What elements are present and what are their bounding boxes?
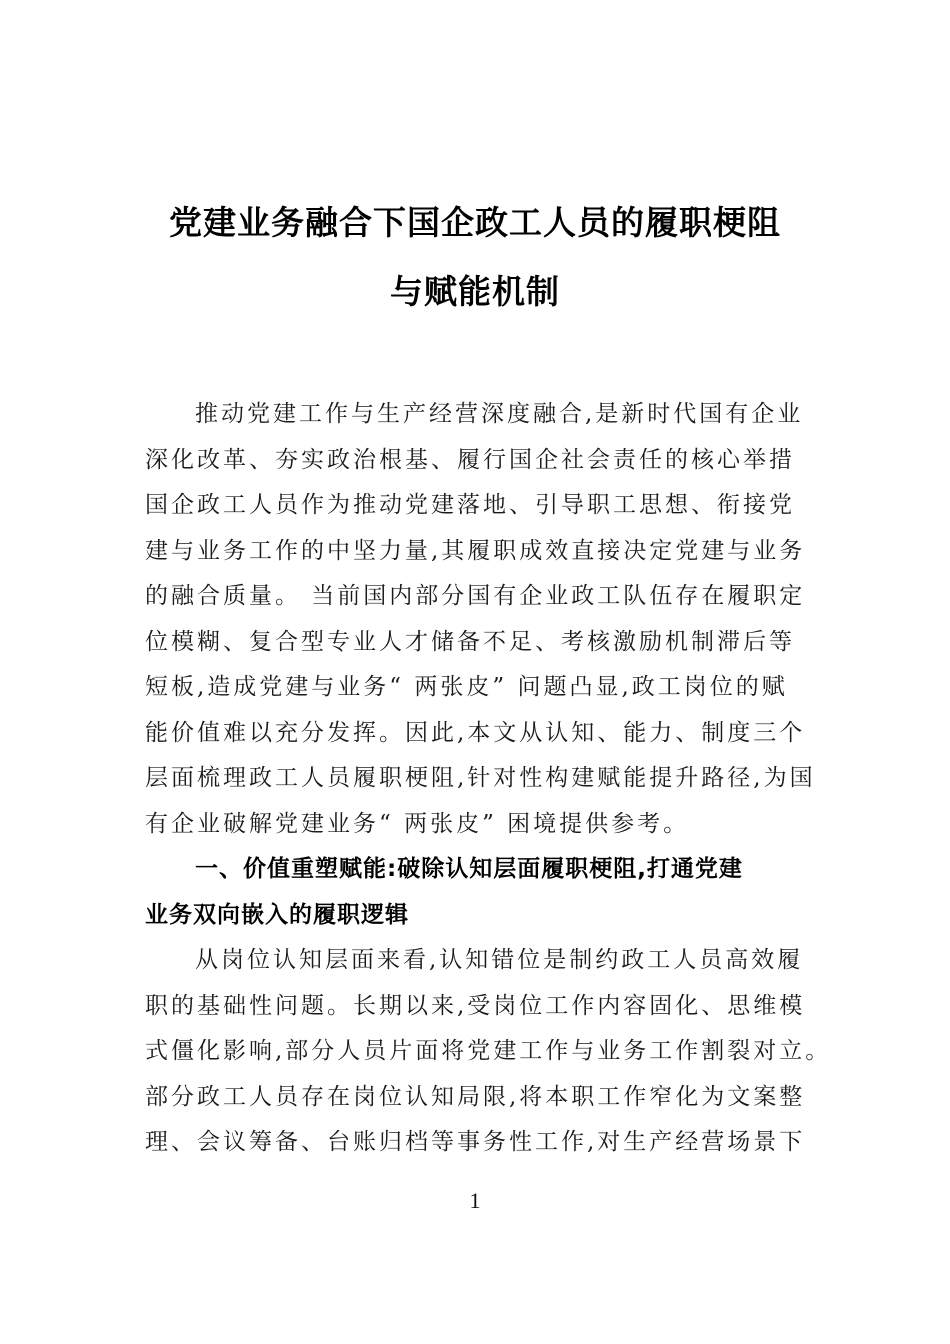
document-title-line-1: 党建业务融合下国企政工人员的履职梗阻	[169, 203, 781, 242]
intro-line: 的融合质量。 当前国内部分国有企业政工队伍存在履职定	[145, 583, 806, 609]
section-body-line: 从岗位认知层面来看,认知错位是制约政工人员高效履	[195, 947, 804, 973]
section-body-line: 理、会议筹备、台账归档等事务性工作,对生产经营场景下	[145, 1129, 806, 1155]
section-heading-line: 一、价值重塑赋能:破除认知层面履职梗阻,打通党建	[195, 856, 743, 882]
intro-line: 推动党建工作与生产经营深度融合,是新时代国有企业	[195, 401, 804, 427]
section-body-line: 职的基础性问题。长期以来,受岗位工作内容固化、思维模	[145, 992, 806, 1019]
document-title-line-2: 与赋能机制	[390, 272, 560, 311]
intro-line: 建与业务工作的中坚力量,其履职成效直接决定党建与业务	[145, 537, 806, 564]
intro-line: 国企政工人员作为推动党建落地、引导职工思想、衔接党	[145, 492, 795, 518]
section-body-line: 部分政工人员存在岗位认知局限,将本职工作窄化为文案整	[145, 1083, 806, 1110]
intro-line: 有企业破解党建业务“ 两张皮” 困境提供参考。	[145, 810, 690, 837]
intro-line: 层面梳理政工人员履职梗阻,针对性构建赋能提升路径,为国	[145, 765, 816, 791]
intro-line: 短板,造成党建与业务“ 两张皮” 问题凸显,政工岗位的赋	[145, 674, 788, 700]
intro-line: 位模糊、复合型专业人才储备不足、考核激励机制滞后等	[145, 628, 795, 655]
page-number: 1	[469, 1188, 481, 1213]
section-body-line: 式僵化影响,部分人员片面将党建工作与业务工作割裂对立。	[145, 1038, 832, 1064]
document-body	[145, 392, 832, 1166]
section-heading-line: 业务双向嵌入的履职逻辑	[145, 901, 409, 928]
intro-line: 能价值难以充分发挥。因此,本文从认知、能力、制度三个	[145, 719, 806, 746]
intro-line: 深化改革、夯实政治根基、履行国企社会责任的核心举措	[145, 446, 795, 473]
